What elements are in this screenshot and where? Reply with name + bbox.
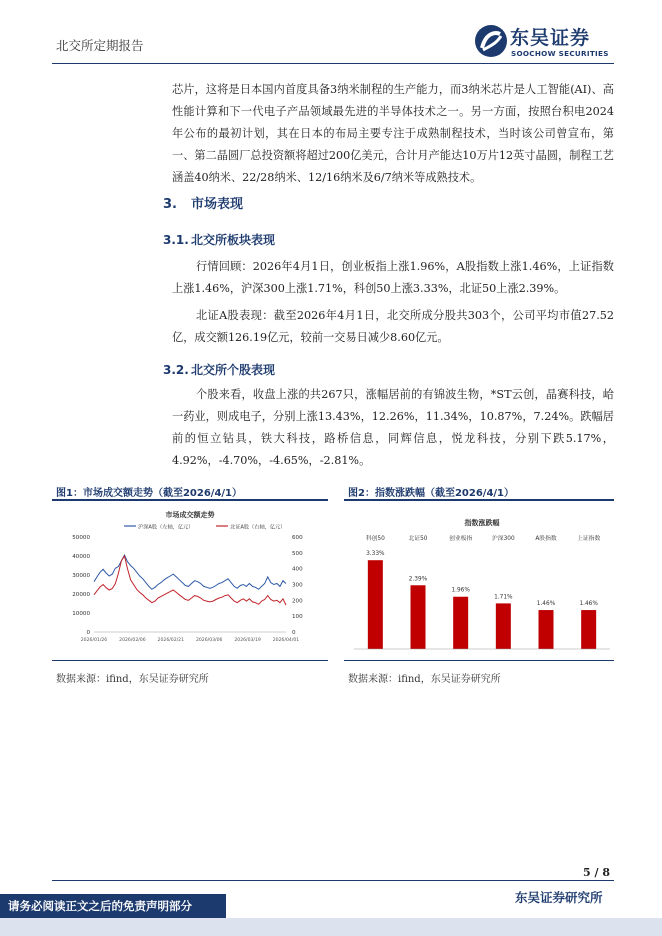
logo-text-en: SOOCHOW SECURITIES [511,49,609,58]
stock-performance-paragraph: 个股来看，收盘上涨的共267只，涨幅居前的有锦波生物，*ST云创，晶赛科技，峆一药业，则成电子，分别上涨13.43%，12.26%，11.34%，10.87%，7.24%。跌幅居前的恒立钻具，铁大科技，路桥信息，同辉信息，悦龙科技，分别下跌5.17%，4.92%，-4.70%，-4.65%，-2.81%。 [172,388,614,467]
x-tick-label: 2026/03/19 [234,638,261,643]
bar-value-label: 3.33% [366,551,385,558]
bse-a-share-paragraph: 北证A股表现：截至2026年4月1日，北交所成分股共303个，公司平均市值27.52亿，成交额126.19亿元，较前一交易日减少8.60亿元。 [172,309,614,344]
x-tick-label: 2026/02/06 [119,638,146,643]
footer-divider [52,880,614,881]
y-right-tick-label: 400 [292,566,303,573]
chart-1-title: 市场成交额走势 [165,511,215,519]
category-label: A股指数 [535,536,557,542]
x-tick-label: 2026/04/01 [272,638,300,643]
chart-2-title: 指数涨跌幅 [464,519,500,527]
category-label: 沪深300 [491,536,515,542]
footer-disclaimer: 请务必阅读正文之后的免责声明部分 [8,899,192,913]
figure-1-caption: 图1：市场成交额走势（截至2026/4/1） [56,488,243,499]
y-left-tick-label: 50000 [72,535,90,541]
figure-1-bottom-rule [52,660,328,661]
legend-label-2: 北证A股（右轴，亿元） [230,524,286,531]
figure-2-bottom-rule [344,660,614,661]
bar-value-label: 1.71% [494,594,513,601]
footer-band [0,918,662,936]
y-left-tick-label: 30000 [72,573,90,579]
x-tick-label: 2026/02/21 [157,638,185,643]
x-tick-label: 2026/03/06 [195,638,223,643]
bar [539,610,554,649]
footer-institute: 东吴证券研究所 [515,890,603,905]
index-change-bar-chart [344,505,616,655]
y-right-tick-label: 500 [292,550,303,557]
page-number: 5 / 8 [583,866,610,879]
y-right-tick-label: 100 [292,614,303,621]
bar-value-label: 1.46% [579,601,598,608]
category-label: 科创50 [365,536,385,542]
bar-value-label: 1.46% [536,601,556,608]
y-right-tick-label: 200 [292,598,303,605]
bar [453,597,468,649]
bar [496,603,511,649]
y-left-tick-label: 40000 [72,554,90,560]
report-type-label: 北交所定期报告 [56,38,144,53]
category-label: 上证指数 [577,536,601,542]
figure-2-source: 数据来源：ifind，东吴证券研究所 [348,674,501,685]
bar [581,610,596,649]
y-right-tick-label: 300 [292,582,303,589]
turnover-line-chart [52,505,330,655]
x-tick-label: 2026/01/26 [80,638,108,643]
figure-2-top-rule [344,499,614,501]
category-label: 创业板指 [449,536,473,542]
figure-1-top-rule [52,499,328,501]
market-review-paragraph: 行情回顾：2026年4月1日，创业板指上涨1.96%，A股指数上涨1.46%，上证指数上涨1.46%，沪深300上涨1.71%，科创50上涨3.33%，北证50上涨2.39%。 [172,260,614,295]
header-divider [52,63,614,64]
y-left-tick-label: 20000 [72,592,90,598]
logo-text-cn: 东吴证券 [510,27,591,49]
section-3-1-heading: 3.1. 北交所板块表现 [163,233,276,247]
section-3-heading: 3. 市场表现 [163,197,244,212]
bar-value-label: 2.39% [408,576,428,583]
y-left-tick-label: 0 [86,630,90,636]
intro-paragraph: 芯片，这将是日本国内首度具备3纳米制程的生产能力，而3纳米芯片是人工智能(AI)、高性能计算和下一代电子产品领域最先进的半导体技术之一。另一方面，按照台积电2024年公布的最初计划，其在日本的布局主要专注于成熟制程技术，当时该公司曾宣布，第一、第二晶圆厂总投资额将超过200亿美元，合计月产能达10万片12英寸晶圆，制程工艺涵盖40纳米、22/28纳米、12/16纳米及6/7纳米等成熟技术。 [172,83,614,184]
series-line-1 [94,555,286,589]
figure-2-caption: 图2：指数涨跌幅（截至2026/4/1） [348,488,515,499]
y-right-tick-label: 0 [292,630,296,636]
bar [368,560,383,649]
series-line-2 [94,556,286,605]
figure-1-source: 数据来源：ifind，东吴证券研究所 [56,674,209,685]
category-label: 北证50 [408,536,428,542]
y-right-tick-label: 600 [292,535,303,541]
section-3-2-heading: 3.2. 北交所个股表现 [163,363,276,377]
y-left-tick-label: 10000 [72,611,90,617]
legend-label-1: 沪深A股（左轴，亿元） [138,524,194,531]
bar [411,585,426,649]
bar-value-label: 1.96% [451,587,470,594]
